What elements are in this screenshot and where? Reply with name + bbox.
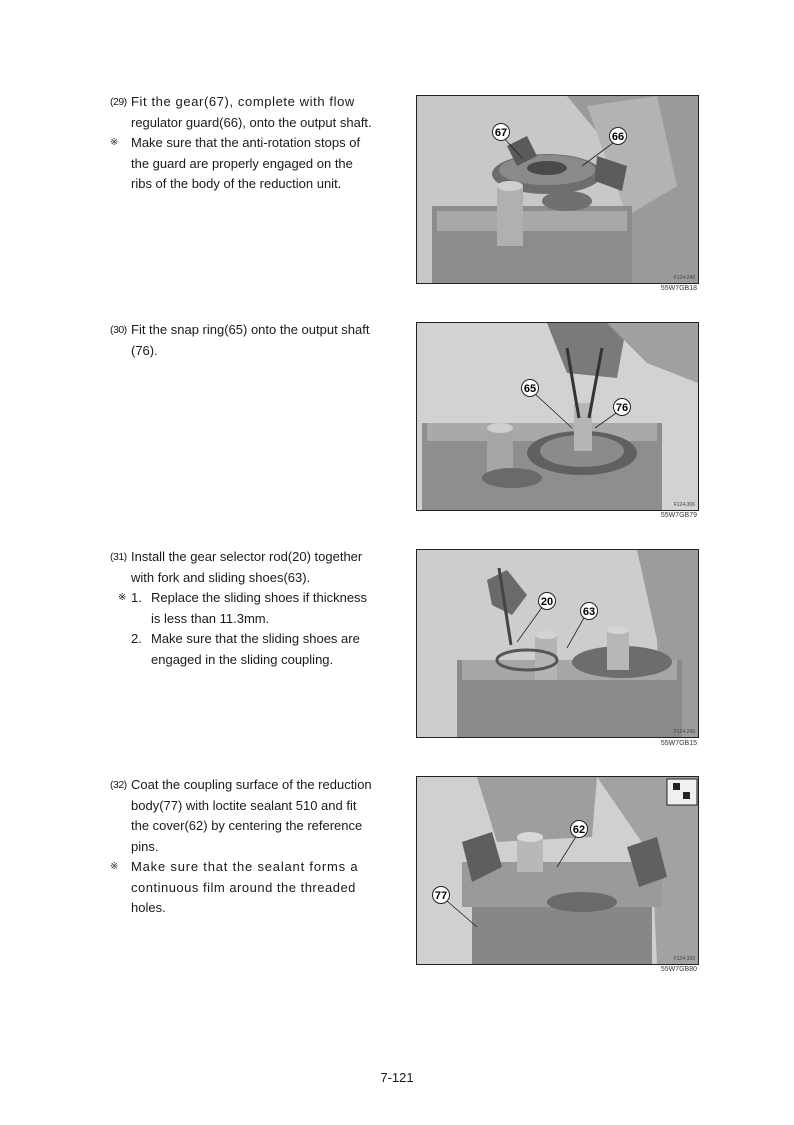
figure-caption: 55W7GB79 bbox=[660, 512, 697, 519]
subnote-text: Make sure that the sliding shoes are bbox=[151, 631, 360, 646]
note-text: the guard are properly engaged on the bbox=[131, 155, 353, 171]
photo-gear-selector-rod bbox=[416, 549, 699, 738]
figure-caption: 55W7GB80 bbox=[660, 966, 697, 973]
subnote-item-2 bbox=[118, 629, 378, 650]
callout-76 bbox=[614, 399, 631, 416]
callout-label: 65 bbox=[523, 383, 537, 395]
photo-snap-ring bbox=[416, 322, 699, 511]
callout-62 bbox=[571, 821, 588, 838]
step-32 bbox=[110, 775, 378, 919]
photo-tiny-label: F124-248 bbox=[673, 275, 695, 281]
figure-caption: 55W7GB15 bbox=[660, 740, 697, 747]
photo-tiny-label: F124-320 bbox=[673, 956, 695, 962]
step-text: Install the gear selector rod(20) together bbox=[131, 549, 363, 564]
note-text: Make sure that the sealant forms a bbox=[131, 859, 359, 874]
callout-66 bbox=[610, 128, 627, 145]
subnote-text: Replace the sliding shoes if thickness bbox=[151, 590, 368, 605]
page-number: 7-121 bbox=[380, 1070, 414, 1085]
step-30 bbox=[110, 320, 378, 361]
photo-fit-gear bbox=[416, 95, 699, 284]
step-text: with fork and sliding shoes(63). bbox=[131, 569, 311, 585]
subnote-number: 1. bbox=[131, 590, 142, 605]
note-mark: ※ bbox=[110, 137, 119, 148]
callout-67 bbox=[493, 124, 510, 141]
subnote-text: engaged in the sliding coupling. bbox=[151, 651, 334, 667]
callout-63 bbox=[581, 603, 598, 620]
subnote-item-1 bbox=[118, 588, 378, 609]
note-text: holes. bbox=[131, 900, 166, 915]
callout-20 bbox=[539, 593, 556, 610]
callout-label: 67 bbox=[494, 127, 508, 139]
callout-label: 62 bbox=[572, 824, 586, 836]
callout-label: 66 bbox=[611, 131, 625, 143]
photo-fit-cover bbox=[416, 776, 699, 965]
callout-label: 63 bbox=[582, 606, 596, 618]
callout-label: 77 bbox=[434, 890, 448, 902]
callout-65 bbox=[522, 380, 539, 397]
note-mark: ※ bbox=[118, 592, 127, 603]
step-text: body(77) with loctite sealant 510 and fit bbox=[131, 797, 357, 813]
note-text: continuous film around the threaded bbox=[131, 879, 356, 895]
photo-tiny-label: F124-306 bbox=[673, 502, 695, 508]
note-text: ribs of the body of the reduction unit. bbox=[131, 176, 342, 191]
step-31 bbox=[110, 547, 378, 670]
step-number: (31) bbox=[110, 551, 127, 563]
callout-77 bbox=[433, 887, 450, 904]
step-number: (29) bbox=[110, 96, 127, 108]
figure-caption: 55W7GB18 bbox=[660, 285, 697, 292]
note-mark: ※ bbox=[110, 861, 120, 872]
photo-tiny-label: F124-249 bbox=[673, 729, 695, 735]
callout-label: 20 bbox=[540, 596, 554, 608]
step-text: the cover(62) by centering the reference bbox=[131, 818, 363, 833]
subnote-number: 2. bbox=[131, 631, 142, 646]
subnote-text: is less than 11.3mm. bbox=[151, 610, 270, 626]
step-text: Fit the snap ring(65) onto the output shaft bbox=[131, 322, 370, 337]
step-number: (32) bbox=[110, 779, 127, 791]
note-text: Make sure that the anti-rotation stops of bbox=[131, 135, 361, 150]
step-text: Coat the coupling surface of the reduction bbox=[131, 777, 372, 792]
step-text: pins. bbox=[131, 838, 159, 854]
step-text: regulator guard(66), onto the output shaft. bbox=[131, 114, 372, 130]
step-number: (30) bbox=[110, 324, 127, 336]
step-text: Fit the gear(67), complete with flow bbox=[131, 94, 355, 109]
step-29 bbox=[110, 92, 378, 195]
step-text: (76). bbox=[131, 342, 158, 358]
callout-label: 76 bbox=[615, 402, 629, 414]
